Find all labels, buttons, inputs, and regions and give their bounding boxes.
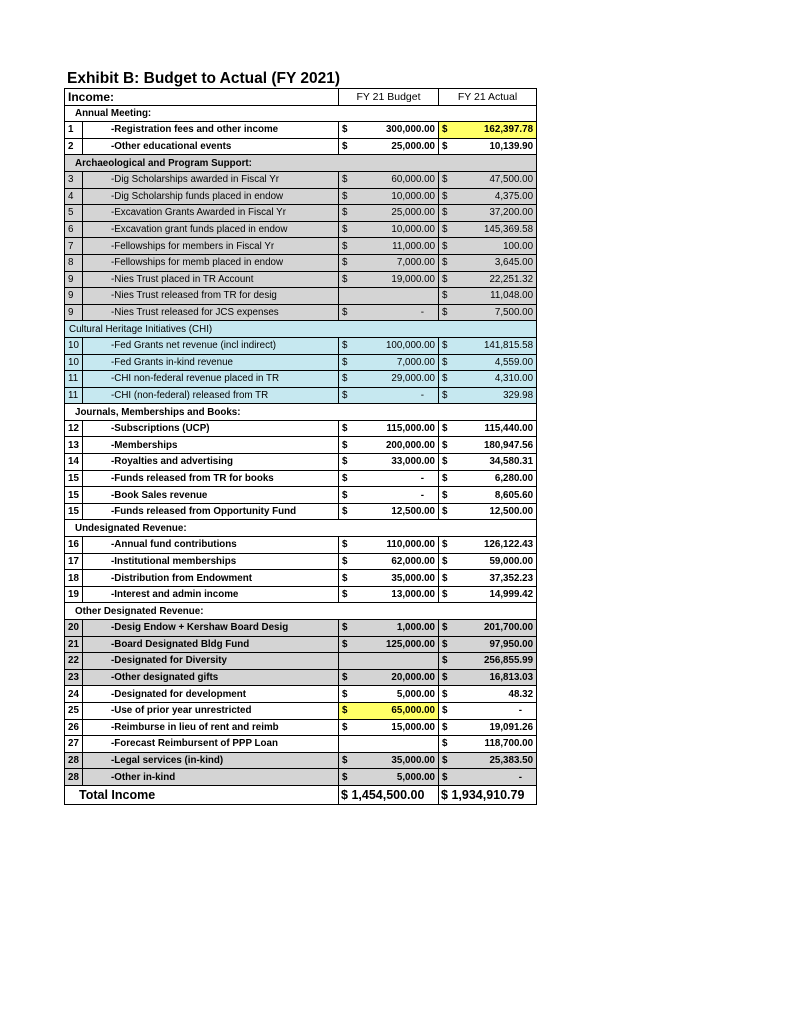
actual-dollar-sign: $	[439, 653, 452, 670]
line-label: -Nies Trust released for JCS expenses	[83, 304, 339, 321]
actual-dollar-sign: $	[439, 221, 452, 238]
budget-amount: 5,000.00	[352, 769, 439, 786]
table-row	[65, 503, 537, 520]
table-row	[65, 719, 537, 736]
line-number: 7	[65, 238, 83, 255]
budget-dollar-sign: $	[339, 171, 352, 188]
line-label: -Royalties and advertising	[83, 454, 339, 471]
actual-amount: 256,855.99	[452, 653, 537, 670]
actual-dollar-sign: $	[439, 188, 452, 205]
line-label: -Memberships	[83, 437, 339, 454]
actual-dollar-sign: $	[439, 122, 452, 139]
actual-amount: 10,139.90	[452, 138, 537, 155]
actual-dollar-sign: $	[439, 171, 452, 188]
actual-amount: 141,815.58	[452, 337, 537, 354]
actual-amount: 126,122.43	[452, 537, 537, 554]
budget-dollar-sign: $	[339, 570, 352, 587]
table-row	[65, 271, 537, 288]
table-row	[65, 454, 537, 471]
total-row	[65, 785, 537, 804]
section-header-row	[65, 155, 537, 172]
total-budget: $ 1,454,500.00	[339, 785, 439, 804]
budget-amount: -	[352, 304, 439, 321]
section-header-row	[65, 105, 537, 122]
actual-amount: 100.00	[452, 238, 537, 255]
table-row	[65, 752, 537, 769]
budget-dollar-sign: $	[339, 420, 352, 437]
budget-dollar-sign: $	[339, 719, 352, 736]
budget-dollar-sign: $	[339, 454, 352, 471]
actual-dollar-sign: $	[439, 487, 452, 504]
actual-dollar-sign: $	[439, 669, 452, 686]
table-row	[65, 420, 537, 437]
line-label: -CHI (non-federal) released from TR	[83, 387, 339, 404]
budget-amount: 25,000.00	[352, 138, 439, 155]
table-row	[65, 238, 537, 255]
budget-amount: 200,000.00	[352, 437, 439, 454]
actual-amount: 37,200.00	[452, 205, 537, 222]
budget-dollar-sign	[339, 653, 352, 670]
budget-amount: 33,000.00	[352, 454, 439, 471]
line-number: 10	[65, 337, 83, 354]
line-label: -Nies Trust placed in TR Account	[83, 271, 339, 288]
actual-column-header: FY 21 Actual	[439, 89, 537, 106]
line-label: -Forecast Reimbursent of PPP Loan	[83, 736, 339, 753]
table-header-row	[65, 89, 537, 106]
budget-amount: 62,000.00	[352, 553, 439, 570]
line-number: 6	[65, 221, 83, 238]
budget-dollar-sign: $	[339, 586, 352, 603]
line-label: -Interest and admin income	[83, 586, 339, 603]
line-number: 26	[65, 719, 83, 736]
line-label: -Distribution from Endowment	[83, 570, 339, 587]
table-row	[65, 122, 537, 139]
actual-dollar-sign: $	[439, 686, 452, 703]
line-label: -Designated for development	[83, 686, 339, 703]
line-label: -Institutional memberships	[83, 553, 339, 570]
line-number: 23	[65, 669, 83, 686]
section-title: Cultural Heritage Initiatives (CHI)	[65, 321, 537, 338]
budget-amount	[352, 736, 439, 753]
line-label: -CHI non-federal revenue placed in TR	[83, 371, 339, 388]
actual-amount: 11,048.00	[452, 288, 537, 305]
budget-dollar-sign: $	[339, 752, 352, 769]
actual-amount: 3,645.00	[452, 254, 537, 271]
table-row	[65, 702, 537, 719]
budget-amount: 100,000.00	[352, 337, 439, 354]
actual-dollar-sign: $	[439, 238, 452, 255]
budget-dollar-sign: $	[339, 271, 352, 288]
line-label: -Registration fees and other income	[83, 122, 339, 139]
actual-dollar-sign: $	[439, 437, 452, 454]
actual-dollar-sign: $	[439, 337, 452, 354]
table-row	[65, 620, 537, 637]
actual-dollar-sign: $	[439, 586, 452, 603]
line-number: 28	[65, 769, 83, 786]
budget-amount: 65,000.00	[352, 702, 439, 719]
budget-dollar-sign: $	[339, 188, 352, 205]
actual-dollar-sign: $	[439, 537, 452, 554]
budget-dollar-sign	[339, 736, 352, 753]
actual-amount: 180,947.56	[452, 437, 537, 454]
line-number: 24	[65, 686, 83, 703]
actual-dollar-sign: $	[439, 769, 452, 786]
actual-amount: 118,700.00	[452, 736, 537, 753]
actual-dollar-sign: $	[439, 702, 452, 719]
actual-dollar-sign: $	[439, 454, 452, 471]
section-header-row	[65, 321, 537, 338]
section-title: Other Designated Revenue:	[65, 603, 537, 620]
budget-dollar-sign: $	[339, 487, 352, 504]
line-label: -Dig Scholarship funds placed in endow	[83, 188, 339, 205]
line-label: -Funds released from TR for books	[83, 470, 339, 487]
budget-dollar-sign: $	[339, 437, 352, 454]
line-label: -Desig Endow + Kershaw Board Desig	[83, 620, 339, 637]
budget-amount: 60,000.00	[352, 171, 439, 188]
budget-dollar-sign	[339, 288, 352, 305]
budget-dollar-sign: $	[339, 205, 352, 222]
actual-dollar-sign: $	[439, 736, 452, 753]
line-number: 20	[65, 620, 83, 637]
line-number: 14	[65, 454, 83, 471]
budget-dollar-sign: $	[339, 636, 352, 653]
actual-amount: 48.32	[452, 686, 537, 703]
budget-amount: 300,000.00	[352, 122, 439, 139]
line-number: 12	[65, 420, 83, 437]
actual-dollar-sign: $	[439, 470, 452, 487]
actual-amount: 19,091.26	[452, 719, 537, 736]
actual-dollar-sign: $	[439, 719, 452, 736]
line-number: 16	[65, 537, 83, 554]
actual-dollar-sign: $	[439, 636, 452, 653]
line-number: 8	[65, 254, 83, 271]
actual-dollar-sign: $	[439, 553, 452, 570]
budget-dollar-sign: $	[339, 254, 352, 271]
actual-amount: 115,440.00	[452, 420, 537, 437]
line-number: 15	[65, 503, 83, 520]
line-label: -Reimburse in lieu of rent and reimb	[83, 719, 339, 736]
table-row	[65, 304, 537, 321]
budget-column-header: FY 21 Budget	[339, 89, 439, 106]
table-row	[65, 553, 537, 570]
table-row	[65, 354, 537, 371]
budget-dollar-sign: $	[339, 702, 352, 719]
table-row	[65, 387, 537, 404]
actual-amount: 47,500.00	[452, 171, 537, 188]
table-row	[65, 769, 537, 786]
section-header-row	[65, 603, 537, 620]
table-row	[65, 653, 537, 670]
budget-dollar-sign: $	[339, 138, 352, 155]
actual-amount: 201,700.00	[452, 620, 537, 637]
actual-dollar-sign: $	[439, 387, 452, 404]
line-number: 1	[65, 122, 83, 139]
line-number: 27	[65, 736, 83, 753]
actual-dollar-sign: $	[439, 354, 452, 371]
actual-amount: 14,999.42	[452, 586, 537, 603]
line-number: 28	[65, 752, 83, 769]
line-number: 4	[65, 188, 83, 205]
budget-amount: 11,000.00	[352, 238, 439, 255]
table-row	[65, 337, 537, 354]
budget-dollar-sign: $	[339, 122, 352, 139]
table-row	[65, 570, 537, 587]
line-label: -Board Designated Bldg Fund	[83, 636, 339, 653]
budget-amount: 110,000.00	[352, 537, 439, 554]
line-number: 9	[65, 304, 83, 321]
line-label: -Legal services (in-kind)	[83, 752, 339, 769]
budget-amount: -	[352, 387, 439, 404]
table-row	[65, 470, 537, 487]
budget-dollar-sign: $	[339, 387, 352, 404]
actual-dollar-sign: $	[439, 420, 452, 437]
line-number: 21	[65, 636, 83, 653]
line-label: -Fed Grants net revenue (incl indirect)	[83, 337, 339, 354]
table-row	[65, 371, 537, 388]
actual-dollar-sign: $	[439, 304, 452, 321]
line-number: 9	[65, 271, 83, 288]
budget-amount: -	[352, 487, 439, 504]
budget-amount: 7,000.00	[352, 254, 439, 271]
line-number: 11	[65, 371, 83, 388]
budget-amount: 15,000.00	[352, 719, 439, 736]
budget-amount	[352, 653, 439, 670]
budget-amount: 5,000.00	[352, 686, 439, 703]
table-row	[65, 736, 537, 753]
budget-amount	[352, 288, 439, 305]
line-label: -Fed Grants in-kind revenue	[83, 354, 339, 371]
actual-amount: 6,280.00	[452, 470, 537, 487]
line-number: 19	[65, 586, 83, 603]
line-label: -Excavation Grants Awarded in Fiscal Yr	[83, 205, 339, 222]
line-label: -Excavation grant funds placed in endow	[83, 221, 339, 238]
table-row	[65, 669, 537, 686]
line-number: 25	[65, 702, 83, 719]
section-title: Undesignated Revenue:	[65, 520, 537, 537]
actual-dollar-sign: $	[439, 254, 452, 271]
table-row	[65, 205, 537, 222]
budget-amount: 12,500.00	[352, 503, 439, 520]
budget-amount: 20,000.00	[352, 669, 439, 686]
line-label: -Other educational events	[83, 138, 339, 155]
actual-amount: 8,605.60	[452, 487, 537, 504]
actual-amount: 59,000.00	[452, 553, 537, 570]
line-number: 22	[65, 653, 83, 670]
budget-dollar-sign: $	[339, 238, 352, 255]
line-number: 15	[65, 487, 83, 504]
actual-amount: 16,813.03	[452, 669, 537, 686]
line-label: -Book Sales revenue	[83, 487, 339, 504]
section-title: Journals, Memberships and Books:	[65, 404, 537, 421]
line-number: 17	[65, 553, 83, 570]
budget-dollar-sign: $	[339, 686, 352, 703]
table-row	[65, 188, 537, 205]
budget-dollar-sign: $	[339, 553, 352, 570]
line-label: -Other in-kind	[83, 769, 339, 786]
budget-amount: 10,000.00	[352, 221, 439, 238]
budget-amount: 7,000.00	[352, 354, 439, 371]
actual-dollar-sign: $	[439, 503, 452, 520]
budget-amount: 1,000.00	[352, 620, 439, 637]
line-label: -Designated for Diversity	[83, 653, 339, 670]
line-number: 2	[65, 138, 83, 155]
budget-dollar-sign: $	[339, 354, 352, 371]
total-actual: $ 1,934,910.79	[439, 785, 537, 804]
table-row	[65, 288, 537, 305]
budget-dollar-sign: $	[339, 620, 352, 637]
actual-dollar-sign: $	[439, 570, 452, 587]
income-header: Income:	[65, 89, 339, 106]
budget-amount: 13,000.00	[352, 586, 439, 603]
actual-amount: 25,383.50	[452, 752, 537, 769]
budget-dollar-sign: $	[339, 470, 352, 487]
table-row	[65, 586, 537, 603]
budget-dollar-sign: $	[339, 337, 352, 354]
actual-amount: 4,375.00	[452, 188, 537, 205]
table-row	[65, 171, 537, 188]
budget-dollar-sign: $	[339, 669, 352, 686]
budget-dollar-sign: $	[339, 221, 352, 238]
line-label: -Dig Scholarships awarded in Fiscal Yr	[83, 171, 339, 188]
budget-amount: 115,000.00	[352, 420, 439, 437]
line-label: -Fellowships for members in Fiscal Yr	[83, 238, 339, 255]
line-number: 11	[65, 387, 83, 404]
budget-amount: 19,000.00	[352, 271, 439, 288]
budget-dollar-sign: $	[339, 371, 352, 388]
actual-amount: 12,500.00	[452, 503, 537, 520]
actual-amount: 22,251.32	[452, 271, 537, 288]
table-row	[65, 138, 537, 155]
actual-amount: 329.98	[452, 387, 537, 404]
table-row	[65, 221, 537, 238]
actual-amount: 4,559.00	[452, 354, 537, 371]
line-label: -Use of prior year unrestricted	[83, 702, 339, 719]
budget-amount: 25,000.00	[352, 205, 439, 222]
budget-amount: 10,000.00	[352, 188, 439, 205]
actual-amount: 145,369.58	[452, 221, 537, 238]
budget-amount: 125,000.00	[352, 636, 439, 653]
budget-dollar-sign: $	[339, 769, 352, 786]
line-label: -Other designated gifts	[83, 669, 339, 686]
section-header-row	[65, 520, 537, 537]
actual-amount: 34,580.31	[452, 454, 537, 471]
line-number: 15	[65, 470, 83, 487]
line-label: -Fellowships for memb placed in endow	[83, 254, 339, 271]
table-row	[65, 487, 537, 504]
line-label: -Nies Trust released from TR for desig	[83, 288, 339, 305]
section-title: Archaeological and Program Support:	[65, 155, 537, 172]
table-row	[65, 254, 537, 271]
section-header-row	[65, 404, 537, 421]
budget-dollar-sign: $	[339, 503, 352, 520]
table-row	[65, 686, 537, 703]
line-number: 5	[65, 205, 83, 222]
table-row	[65, 537, 537, 554]
actual-dollar-sign: $	[439, 271, 452, 288]
actual-dollar-sign: $	[439, 138, 452, 155]
actual-amount: -	[452, 769, 537, 786]
actual-amount: 97,950.00	[452, 636, 537, 653]
line-number: 10	[65, 354, 83, 371]
actual-amount: 4,310.00	[452, 371, 537, 388]
page-title: Exhibit B: Budget to Actual (FY 2021)	[67, 70, 340, 87]
actual-amount: 37,352.23	[452, 570, 537, 587]
line-number: 13	[65, 437, 83, 454]
actual-dollar-sign: $	[439, 288, 452, 305]
budget-dollar-sign: $	[339, 304, 352, 321]
budget-amount: 35,000.00	[352, 752, 439, 769]
actual-dollar-sign: $	[439, 205, 452, 222]
table-row	[65, 636, 537, 653]
actual-amount: 162,397.78	[452, 122, 537, 139]
budget-table	[64, 88, 537, 805]
budget-dollar-sign: $	[339, 537, 352, 554]
line-label: -Funds released from Opportunity Fund	[83, 503, 339, 520]
section-title: Annual Meeting:	[65, 105, 537, 122]
line-label: -Annual fund contributions	[83, 537, 339, 554]
line-number: 18	[65, 570, 83, 587]
actual-amount: -	[452, 702, 537, 719]
table-row	[65, 437, 537, 454]
total-label: Total Income	[65, 785, 339, 804]
line-label: -Subscriptions (UCP)	[83, 420, 339, 437]
budget-amount: -	[352, 470, 439, 487]
actual-dollar-sign: $	[439, 371, 452, 388]
line-number: 9	[65, 288, 83, 305]
line-number: 3	[65, 171, 83, 188]
budget-amount: 29,000.00	[352, 371, 439, 388]
budget-amount: 35,000.00	[352, 570, 439, 587]
actual-amount: 7,500.00	[452, 304, 537, 321]
actual-dollar-sign: $	[439, 620, 452, 637]
actual-dollar-sign: $	[439, 752, 452, 769]
